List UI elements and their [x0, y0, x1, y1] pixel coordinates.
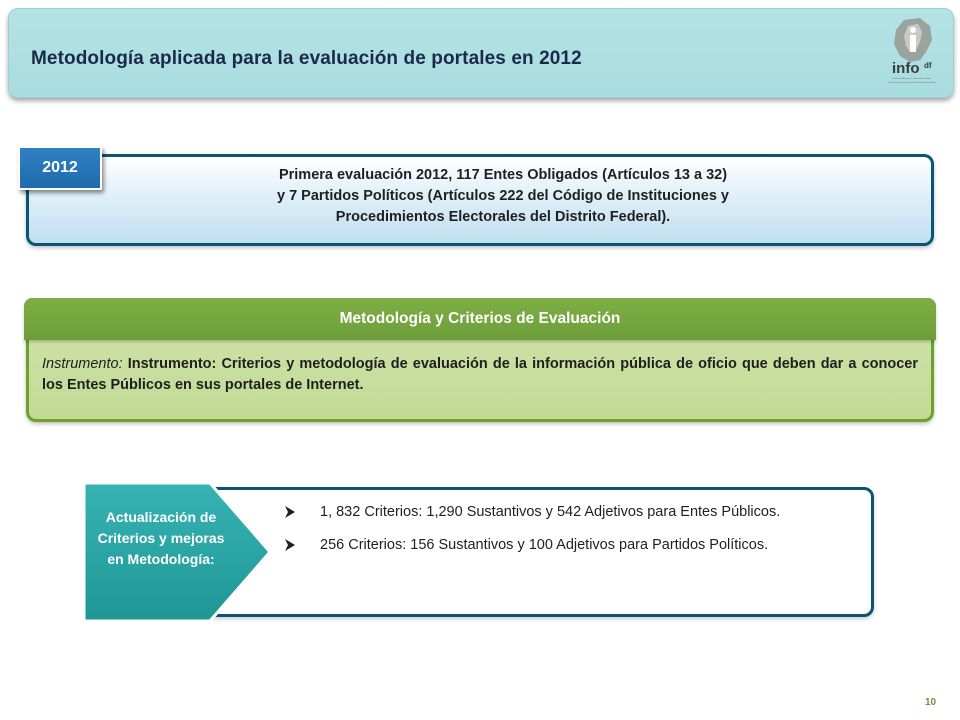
logo-superscript: df	[924, 61, 932, 70]
updates-label: Actualización de Criterios y mejoras en Metodología:	[97, 509, 225, 567]
slide-title: Metodología aplicada para la evaluación de portales en 2012	[31, 48, 582, 69]
evaluation-2012-line-3: Procedimientos Electorales del Distrito Federal).	[335, 209, 671, 225]
arrowhead-bullet-icon	[284, 539, 296, 551]
methodology-heading: Metodología y Criterios de Evaluación	[24, 298, 936, 340]
methodology-lead: Instrumento:	[42, 356, 123, 372]
logo-fine-print-2: y Protección de Datos Personales del Distrito Federal	[888, 82, 936, 84]
updates-bullet-2: 256 Criterios: 156 Sustantivos y 100 Adjetivos para Partidos Políticos.	[320, 537, 769, 553]
slide-header	[8, 8, 954, 98]
infodf-logo-icon	[880, 16, 944, 76]
page-number: 10	[925, 697, 937, 708]
methodology-body: Instrumento: Criterios y metodología de evaluación de la información pública de oficio que deben dar a conocer los Entes Públicos en sus portales de Internet.	[42, 356, 918, 393]
evaluation-2012-line-2: y 7 Partidos Políticos (Artículos 222 del Código de Instituciones y	[276, 188, 729, 204]
year-badge: 2012	[18, 146, 102, 190]
list-item	[284, 535, 860, 556]
logo-wordmark: info	[892, 60, 920, 76]
infodf-logo	[880, 16, 944, 100]
evaluation-2012-text	[140, 165, 866, 228]
evaluation-2012-line-1: Primera evaluación 2012, 117 Entes Obligados (Artículos 13 a 32)	[278, 167, 728, 183]
logo-fine-print-1: Instituto de Acceso a la Información Pública	[892, 78, 932, 80]
arrowhead-bullet-icon	[284, 506, 296, 518]
list-item	[284, 502, 860, 523]
updates-list	[284, 502, 860, 568]
methodology-text	[42, 354, 918, 396]
updates-bullet-1: 1, 832 Criterios: 1,290 Sustantivos y 542 Adjetivos para Entes Públicos.	[320, 504, 781, 520]
